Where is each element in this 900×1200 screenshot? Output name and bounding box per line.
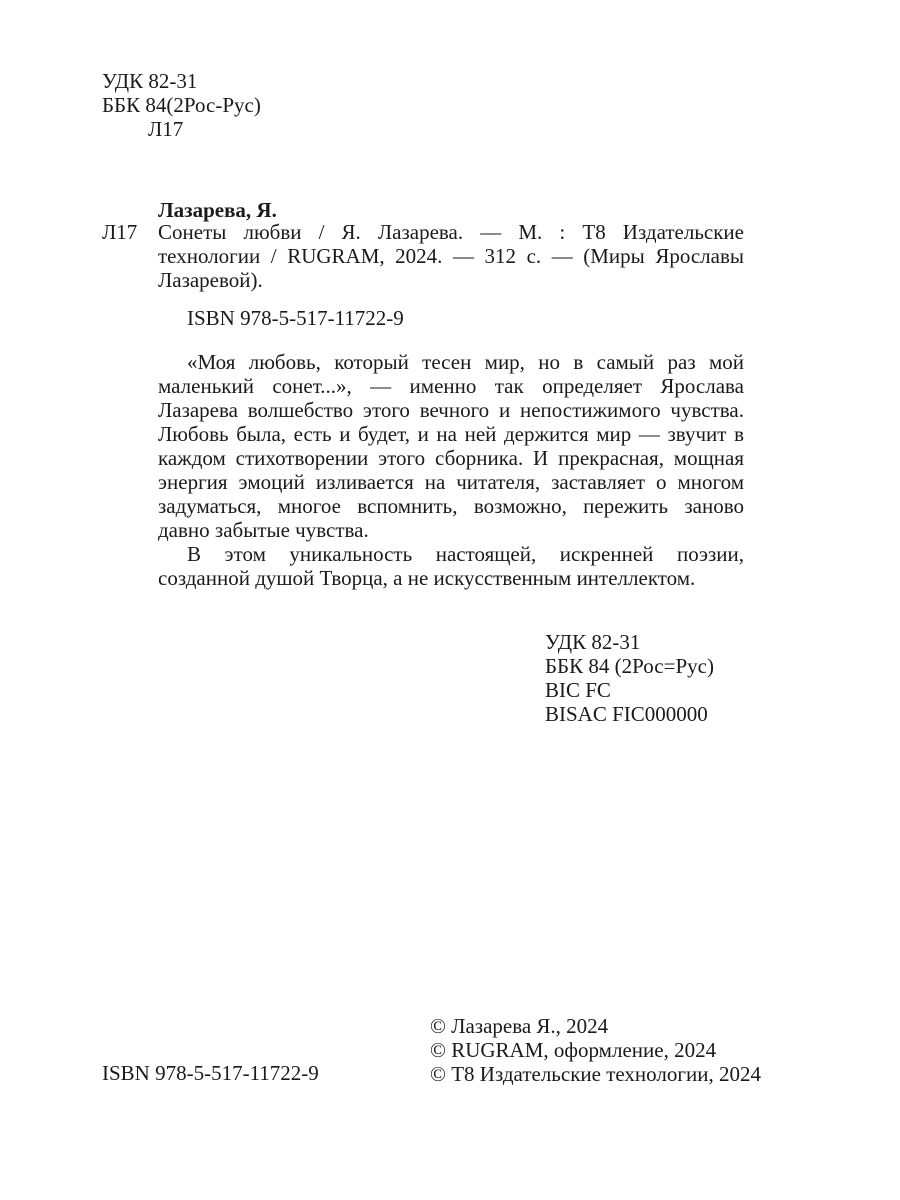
top-classification-codes [102, 69, 261, 141]
copyright-line: © Лазарева Я., 2024 [430, 1014, 609, 1038]
bbk-code: ББК 84(2Рос-Рус) [102, 93, 261, 117]
bic-code: BIC FC [545, 678, 611, 702]
copyright-line: © Т8 Издательские технологии, 2024 [430, 1062, 761, 1086]
author-heading: Лазарева, Я. [158, 198, 277, 222]
annotation-paragraph: В этом уникальность настоящей, искренней поэзии, созданной душой Творца, а не искусственным интеллектом. [158, 542, 744, 590]
udk-code: УДК 82-31 [545, 630, 641, 654]
annotation-paragraph: «Моя любовь, который тесен мир, но в самый раз мой маленький сонет...», — именно так определяет Ярослава Лазарева волшебство этого вечного и непостижимого чувства. Любовь была, есть и будет, и на ней держится мир — звучит в каждом стихотворении этого сборника. И прекрасная, мощная энергия эмоций изливается на читателя, заставляет о многом задуматься, многое вспомнить, возможно, пережить заново давно забытые чувства. [158, 350, 744, 542]
library-mark: Л17 [102, 220, 138, 244]
bisac-code: BISAC FIC000000 [545, 702, 708, 726]
record-isbn: ISBN 978-5-517-11722-9 [187, 306, 404, 330]
udk-code: УДК 82-31 [102, 69, 198, 93]
bbk-code: ББК 84 (2Рос=Рус) [545, 654, 714, 678]
bibliographic-description: Сонеты любви / Я. Лазарева. — М. : Т8 Издательские технологии / RUGRAM, 2024. — 312 с. — (Миры Ярославы Лазаревой). [158, 220, 744, 292]
bottom-isbn: ISBN 978-5-517-11722-9 [102, 1061, 319, 1085]
copyright-line: © RUGRAM, оформление, 2024 [430, 1038, 717, 1062]
copyright-block [430, 1014, 761, 1086]
annotation [158, 350, 744, 590]
author-mark: Л17 [148, 117, 184, 141]
classification-block [545, 630, 714, 726]
